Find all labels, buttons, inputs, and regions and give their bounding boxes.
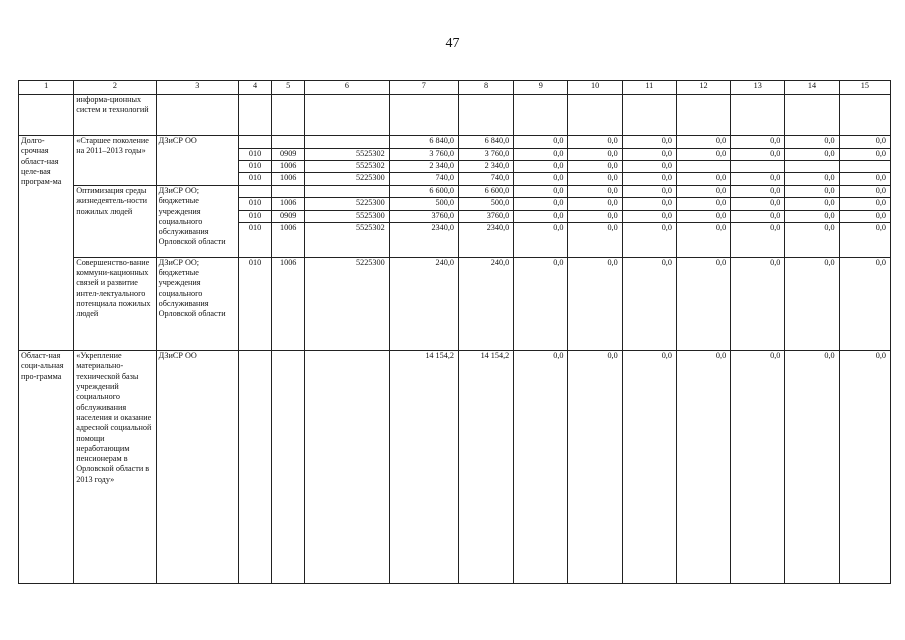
executor-cell: ДЗиСР ОО bbox=[156, 351, 238, 584]
value-cell-c6: 5525300 bbox=[305, 210, 389, 222]
value-cell-c11: 0,0 bbox=[622, 257, 676, 351]
value-cell-c14: 0,0 bbox=[785, 173, 839, 185]
value-cell-c14: 0,0 bbox=[785, 185, 839, 197]
value-cell-c9: 0,0 bbox=[514, 257, 568, 351]
value-cell-c13: 0,0 bbox=[731, 351, 785, 584]
value-cell-c6 bbox=[305, 185, 389, 197]
value-cell-c14: 0,0 bbox=[785, 148, 839, 160]
value-cell-c9: 0,0 bbox=[514, 185, 568, 197]
value-cell-c12: 0,0 bbox=[676, 223, 730, 257]
value-cell-c10: 0,0 bbox=[568, 173, 622, 185]
value-cell-c6: 5225300 bbox=[305, 198, 389, 210]
value-cell-c11: 0,0 bbox=[622, 198, 676, 210]
value-cell-c6: 5225300 bbox=[305, 257, 389, 351]
table-cell bbox=[389, 94, 458, 136]
header-cell: 11 bbox=[622, 81, 676, 95]
value-cell-c4: 010 bbox=[239, 148, 272, 160]
header-cell: 5 bbox=[272, 81, 305, 95]
program-name-cell: «Старшее поколение на 2011–2013 годы» bbox=[74, 136, 156, 186]
table-row bbox=[19, 136, 891, 148]
value-cell-c6: 5525302 bbox=[305, 223, 389, 257]
value-cell-c5: 0909 bbox=[272, 148, 305, 160]
program-name-cell: Оптимизация среды жизнедеятель-ности пожилых людей bbox=[74, 185, 156, 257]
value-cell-c4 bbox=[239, 136, 272, 148]
value-cell-c6 bbox=[305, 351, 389, 584]
table-cell bbox=[156, 94, 238, 136]
value-cell-c7: 2 340,0 bbox=[389, 161, 458, 173]
table-row bbox=[19, 94, 891, 136]
program-type-cell: Долго-срочная област-ная целе-вая програм-ма bbox=[19, 136, 74, 351]
value-cell-c15: 0,0 bbox=[839, 173, 890, 185]
header-cell: 1 bbox=[19, 81, 74, 95]
value-cell-c8: 500,0 bbox=[458, 198, 513, 210]
value-cell-c4: 010 bbox=[239, 210, 272, 222]
value-cell-c12: 0,0 bbox=[676, 173, 730, 185]
value-cell-c7: 3760,0 bbox=[389, 210, 458, 222]
value-cell-c7: 14 154,2 bbox=[389, 351, 458, 584]
value-cell-c14: 0,0 bbox=[785, 136, 839, 148]
value-cell-c5: 1006 bbox=[272, 257, 305, 351]
value-cell-c7: 500,0 bbox=[389, 198, 458, 210]
value-cell-c15: 0,0 bbox=[839, 257, 890, 351]
value-cell-c8: 2340,0 bbox=[458, 223, 513, 257]
value-cell-c9: 0,0 bbox=[514, 148, 568, 160]
program-type-cell: Област-ная соци-альная про-грамма bbox=[19, 351, 74, 584]
value-cell-c12: 0,0 bbox=[676, 198, 730, 210]
value-cell-c11: 0,0 bbox=[622, 351, 676, 584]
value-cell-c12: 0,0 bbox=[676, 210, 730, 222]
table-cell bbox=[839, 94, 890, 136]
value-cell-c10: 0,0 bbox=[568, 161, 622, 173]
value-cell-c9: 0,0 bbox=[514, 223, 568, 257]
value-cell-c7: 6 600,0 bbox=[389, 185, 458, 197]
value-cell-c10: 0,0 bbox=[568, 257, 622, 351]
table-cell bbox=[731, 94, 785, 136]
value-cell-c5 bbox=[272, 185, 305, 197]
header-cell: 2 bbox=[74, 81, 156, 95]
value-cell-c6: 5525302 bbox=[305, 161, 389, 173]
table-row bbox=[19, 185, 891, 197]
value-cell-c4: 010 bbox=[239, 223, 272, 257]
header-cell: 13 bbox=[731, 81, 785, 95]
value-cell-c5: 0909 bbox=[272, 210, 305, 222]
value-cell-c8: 14 154,2 bbox=[458, 351, 513, 584]
value-cell-c8: 740,0 bbox=[458, 173, 513, 185]
header-cell: 6 bbox=[305, 81, 389, 95]
header-cell: 10 bbox=[568, 81, 622, 95]
value-cell-c10: 0,0 bbox=[568, 136, 622, 148]
value-cell-c15: 0,0 bbox=[839, 198, 890, 210]
value-cell-c11: 0,0 bbox=[622, 136, 676, 148]
value-cell-c15 bbox=[839, 161, 890, 173]
value-cell-c8: 6 840,0 bbox=[458, 136, 513, 148]
value-cell-c11: 0,0 bbox=[622, 148, 676, 160]
value-cell-c15: 0,0 bbox=[839, 148, 890, 160]
value-cell-c15: 0,0 bbox=[839, 185, 890, 197]
value-cell-c10: 0,0 bbox=[568, 210, 622, 222]
value-cell-c13: 0,0 bbox=[731, 136, 785, 148]
table-cell bbox=[458, 94, 513, 136]
value-cell-c8: 3 760,0 bbox=[458, 148, 513, 160]
value-cell-c13: 0,0 bbox=[731, 198, 785, 210]
value-cell-c15: 0,0 bbox=[839, 210, 890, 222]
table-cell bbox=[239, 94, 272, 136]
value-cell-c12: 0,0 bbox=[676, 148, 730, 160]
value-cell-c8: 3760,0 bbox=[458, 210, 513, 222]
value-cell-c4 bbox=[239, 351, 272, 584]
table-cell bbox=[622, 94, 676, 136]
value-cell-c12: 0,0 bbox=[676, 257, 730, 351]
value-cell-c10: 0,0 bbox=[568, 198, 622, 210]
value-cell-c15: 0,0 bbox=[839, 223, 890, 257]
value-cell-c9: 0,0 bbox=[514, 173, 568, 185]
value-cell-c9: 0,0 bbox=[514, 161, 568, 173]
value-cell-c11: 0,0 bbox=[622, 173, 676, 185]
header-cell: 4 bbox=[239, 81, 272, 95]
table-cell bbox=[19, 94, 74, 136]
value-cell-c5: 1006 bbox=[272, 198, 305, 210]
value-cell-c7: 240,0 bbox=[389, 257, 458, 351]
header-cell: 9 bbox=[514, 81, 568, 95]
value-cell-c10: 0,0 bbox=[568, 185, 622, 197]
table-cell bbox=[514, 94, 568, 136]
value-cell-c7: 6 840,0 bbox=[389, 136, 458, 148]
value-cell-c9: 0,0 bbox=[514, 198, 568, 210]
value-cell-c13: 0,0 bbox=[731, 223, 785, 257]
header-cell: 3 bbox=[156, 81, 238, 95]
header-cell: 8 bbox=[458, 81, 513, 95]
value-cell-c8: 2 340,0 bbox=[458, 161, 513, 173]
value-cell-c10: 0,0 bbox=[568, 223, 622, 257]
value-cell-c8: 6 600,0 bbox=[458, 185, 513, 197]
value-cell-c7: 740,0 bbox=[389, 173, 458, 185]
table-cell bbox=[305, 94, 389, 136]
budget-table bbox=[18, 80, 891, 584]
value-cell-c9: 0,0 bbox=[514, 136, 568, 148]
value-cell-c7: 3 760,0 bbox=[389, 148, 458, 160]
value-cell-c9: 0,0 bbox=[514, 351, 568, 584]
value-cell-c5: 1006 bbox=[272, 173, 305, 185]
value-cell-c13: 0,0 bbox=[731, 257, 785, 351]
value-cell-c13: 0,0 bbox=[731, 210, 785, 222]
header-cell: 14 bbox=[785, 81, 839, 95]
header-cell: 12 bbox=[676, 81, 730, 95]
program-name-cell: Совершенство-вание коммуни-кационных связей и развитие интел-лектуального потенциала пожилых людей bbox=[74, 257, 156, 351]
value-cell-c10: 0,0 bbox=[568, 148, 622, 160]
value-cell-c14: 0,0 bbox=[785, 257, 839, 351]
value-cell-c4: 010 bbox=[239, 173, 272, 185]
value-cell-c15: 0,0 bbox=[839, 136, 890, 148]
table-cell bbox=[272, 94, 305, 136]
value-cell-c13 bbox=[731, 161, 785, 173]
value-cell-c11: 0,0 bbox=[622, 185, 676, 197]
value-cell-c4 bbox=[239, 185, 272, 197]
value-cell-c14: 0,0 bbox=[785, 351, 839, 584]
program-name-cell: «Укрепление материально-технической базы учреждений социального обслуживания населения и оказание адресной социальной помощи неработающим пенсионерам в Орловской области в 2013 году» bbox=[74, 351, 156, 584]
page-number: 47 bbox=[445, 36, 460, 51]
table-cell bbox=[568, 94, 622, 136]
value-cell-c12: 0,0 bbox=[676, 136, 730, 148]
value-cell-c14: 0,0 bbox=[785, 198, 839, 210]
header-cell: 7 bbox=[389, 81, 458, 95]
value-cell-c13: 0,0 bbox=[731, 173, 785, 185]
value-cell-c15: 0,0 bbox=[839, 351, 890, 584]
header-row bbox=[19, 81, 891, 95]
executor-cell: ДЗиСР ОО bbox=[156, 136, 238, 186]
value-cell-c10: 0,0 bbox=[568, 351, 622, 584]
value-cell-c4: 010 bbox=[239, 257, 272, 351]
executor-cell: ДЗиСР ОО; бюджетные учреждения социального обслуживания Орловской области bbox=[156, 185, 238, 257]
value-cell-c9: 0,0 bbox=[514, 210, 568, 222]
value-cell-c11: 0,0 bbox=[622, 223, 676, 257]
table-row bbox=[19, 351, 891, 584]
table-cell bbox=[785, 94, 839, 136]
value-cell-c13: 0,0 bbox=[731, 185, 785, 197]
value-cell-c11: 0,0 bbox=[622, 161, 676, 173]
value-cell-c12: 0,0 bbox=[676, 185, 730, 197]
table-cell bbox=[676, 94, 730, 136]
table-row bbox=[19, 257, 891, 351]
value-cell-c6 bbox=[305, 136, 389, 148]
value-cell-c12: 0,0 bbox=[676, 351, 730, 584]
value-cell-c8: 240,0 bbox=[458, 257, 513, 351]
value-cell-c4: 010 bbox=[239, 161, 272, 173]
value-cell-c6: 5525302 bbox=[305, 148, 389, 160]
header-cell: 15 bbox=[839, 81, 890, 95]
value-cell-c14: 0,0 bbox=[785, 223, 839, 257]
value-cell-c11: 0,0 bbox=[622, 210, 676, 222]
value-cell-c5: 1006 bbox=[272, 161, 305, 173]
value-cell-c4: 010 bbox=[239, 198, 272, 210]
value-cell-c5 bbox=[272, 136, 305, 148]
value-cell-c5 bbox=[272, 351, 305, 584]
executor-cell: ДЗиСР ОО; бюджетные учреждения социального обслуживания Орловской области bbox=[156, 257, 238, 351]
value-cell-c14: 0,0 bbox=[785, 210, 839, 222]
value-cell-c14 bbox=[785, 161, 839, 173]
value-cell-c6: 5225300 bbox=[305, 173, 389, 185]
value-cell-c7: 2340,0 bbox=[389, 223, 458, 257]
value-cell-c12 bbox=[676, 161, 730, 173]
value-cell-c13: 0,0 bbox=[731, 148, 785, 160]
value-cell-c5: 1006 bbox=[272, 223, 305, 257]
program-name-cell: информа-ционных систем и технологий bbox=[74, 94, 156, 136]
